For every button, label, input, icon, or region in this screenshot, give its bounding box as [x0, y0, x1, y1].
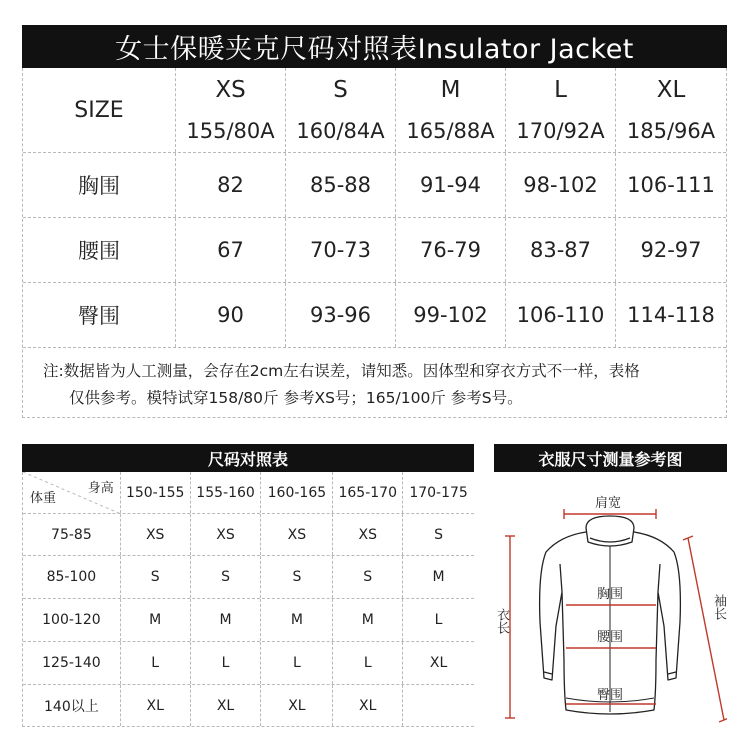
table-cell: 67 — [176, 218, 286, 282]
table-cell: XL — [121, 685, 191, 726]
table-cell: 90 — [176, 283, 286, 347]
table-cell: L — [333, 642, 403, 684]
height-range-header: 150-155 — [121, 472, 191, 513]
table-cell: L — [434, 612, 443, 628]
size-code: XL — [656, 77, 686, 103]
table-row — [23, 556, 474, 599]
height-range-header: 170-175 — [409, 484, 468, 501]
size-col-s — [286, 68, 396, 152]
weight-label: 100-120 — [23, 599, 121, 641]
corner-height-label: 身高 — [87, 481, 114, 496]
size-code: M — [440, 77, 461, 103]
table-cell: L — [261, 642, 333, 684]
table-cell: XS — [333, 514, 403, 555]
corner-cell — [23, 472, 121, 513]
table-cell: L — [121, 642, 191, 684]
corner-weight-label: 体重 — [30, 491, 57, 506]
table-cell: XL — [333, 685, 403, 726]
row-label: 胸围 — [23, 153, 176, 217]
size-height: 165/88A — [406, 119, 495, 143]
table-cell: S — [261, 556, 333, 598]
size-chart-header-row — [23, 472, 474, 514]
row-label: 臀围 — [23, 283, 176, 347]
table-cell: 93-96 — [286, 283, 396, 347]
table-cell: 114-118 — [627, 303, 715, 327]
table-cell: 99-102 — [396, 283, 506, 347]
length-label: 衣长 — [494, 608, 509, 634]
table-row — [23, 514, 474, 556]
size-col-xs — [176, 68, 286, 152]
table-cell: XS — [121, 514, 191, 555]
table-cell: XS — [261, 514, 333, 555]
size-header-row — [23, 68, 726, 153]
table-cell: 83-87 — [506, 218, 616, 282]
size-col-m — [396, 68, 506, 152]
table-cell: M — [333, 599, 403, 641]
size-col-l — [506, 68, 616, 152]
waist-label: 腰围 — [597, 630, 624, 645]
size-col-xl — [616, 68, 726, 152]
note-line-1: 注:数据皆为人工测量，会存在2cm左右误差，请知悉。因体型和穿衣方式不一样，表格 — [43, 362, 640, 380]
table-cell: 85-88 — [286, 153, 396, 217]
size-code: XS — [215, 77, 246, 103]
table-row — [23, 599, 474, 642]
size-height: 155/80A — [186, 119, 275, 143]
height-range-header: 160-165 — [261, 472, 333, 513]
measurement-note — [43, 358, 713, 412]
diagram-title: 衣服尺寸测量参考图 — [494, 444, 727, 472]
hip-label: 臀围 — [597, 688, 624, 703]
weight-label: 85-100 — [23, 556, 121, 598]
size-label: SIZE — [74, 97, 124, 123]
height-range-header: 155-160 — [191, 472, 262, 513]
table-cell: 82 — [176, 153, 286, 217]
size-height: 185/96A — [626, 119, 716, 143]
shoulder-label: 肩宽 — [595, 496, 622, 511]
size-code: L — [554, 77, 567, 103]
table-cell: M — [121, 599, 191, 641]
table-cell: M — [432, 569, 445, 585]
size-height: 160/84A — [296, 119, 385, 143]
size-chart-title: 尺码对照表 — [22, 444, 474, 472]
table-cell: M — [191, 599, 262, 641]
size-chart-table — [22, 472, 474, 727]
chest-label: 胸围 — [597, 587, 624, 602]
table-cell: M — [261, 599, 333, 641]
table-cell: S — [191, 556, 262, 598]
table-row — [23, 642, 474, 685]
weight-label: 125-140 — [23, 642, 121, 684]
row-label: 腰围 — [23, 218, 176, 282]
table-cell: 98-102 — [506, 153, 616, 217]
table-cell: 92-97 — [640, 238, 702, 262]
table-row-hip — [23, 283, 726, 348]
table-cell: 70-73 — [286, 218, 396, 282]
table-cell — [403, 685, 474, 726]
table-row-chest — [23, 153, 726, 218]
size-header-cell — [23, 68, 176, 152]
table-cell: 91-94 — [396, 153, 506, 217]
size-code: S — [333, 77, 348, 103]
table-cell: S — [121, 556, 191, 598]
table-cell: L — [191, 642, 262, 684]
table-cell: 106-111 — [627, 173, 715, 197]
weight-label: 75-85 — [23, 514, 121, 555]
note-line-2: 仅供参考。模特试穿158/80斤 参考XS号；165/100斤 参考S号。 — [69, 389, 523, 407]
table-cell: S — [333, 556, 403, 598]
weight-label: 140以上 — [23, 685, 121, 726]
table-cell: 76-79 — [396, 218, 506, 282]
size-table — [22, 68, 727, 418]
table-cell: XL — [191, 685, 262, 726]
table-cell: 106-110 — [506, 283, 616, 347]
table-row-waist — [23, 218, 726, 283]
table-cell: XS — [191, 514, 262, 555]
sleeve-label: 袖长 — [711, 594, 726, 620]
table-row — [23, 685, 474, 726]
garment-diagram — [494, 472, 727, 727]
table-cell: S — [434, 526, 444, 543]
table-cell: XL — [261, 685, 333, 726]
page-title: 女士保暖夹克尺码对照表Insulator Jacket — [22, 25, 727, 68]
table-cell: XL — [429, 655, 448, 671]
size-height: 170/92A — [516, 119, 605, 143]
height-range-header: 165-170 — [333, 472, 403, 513]
